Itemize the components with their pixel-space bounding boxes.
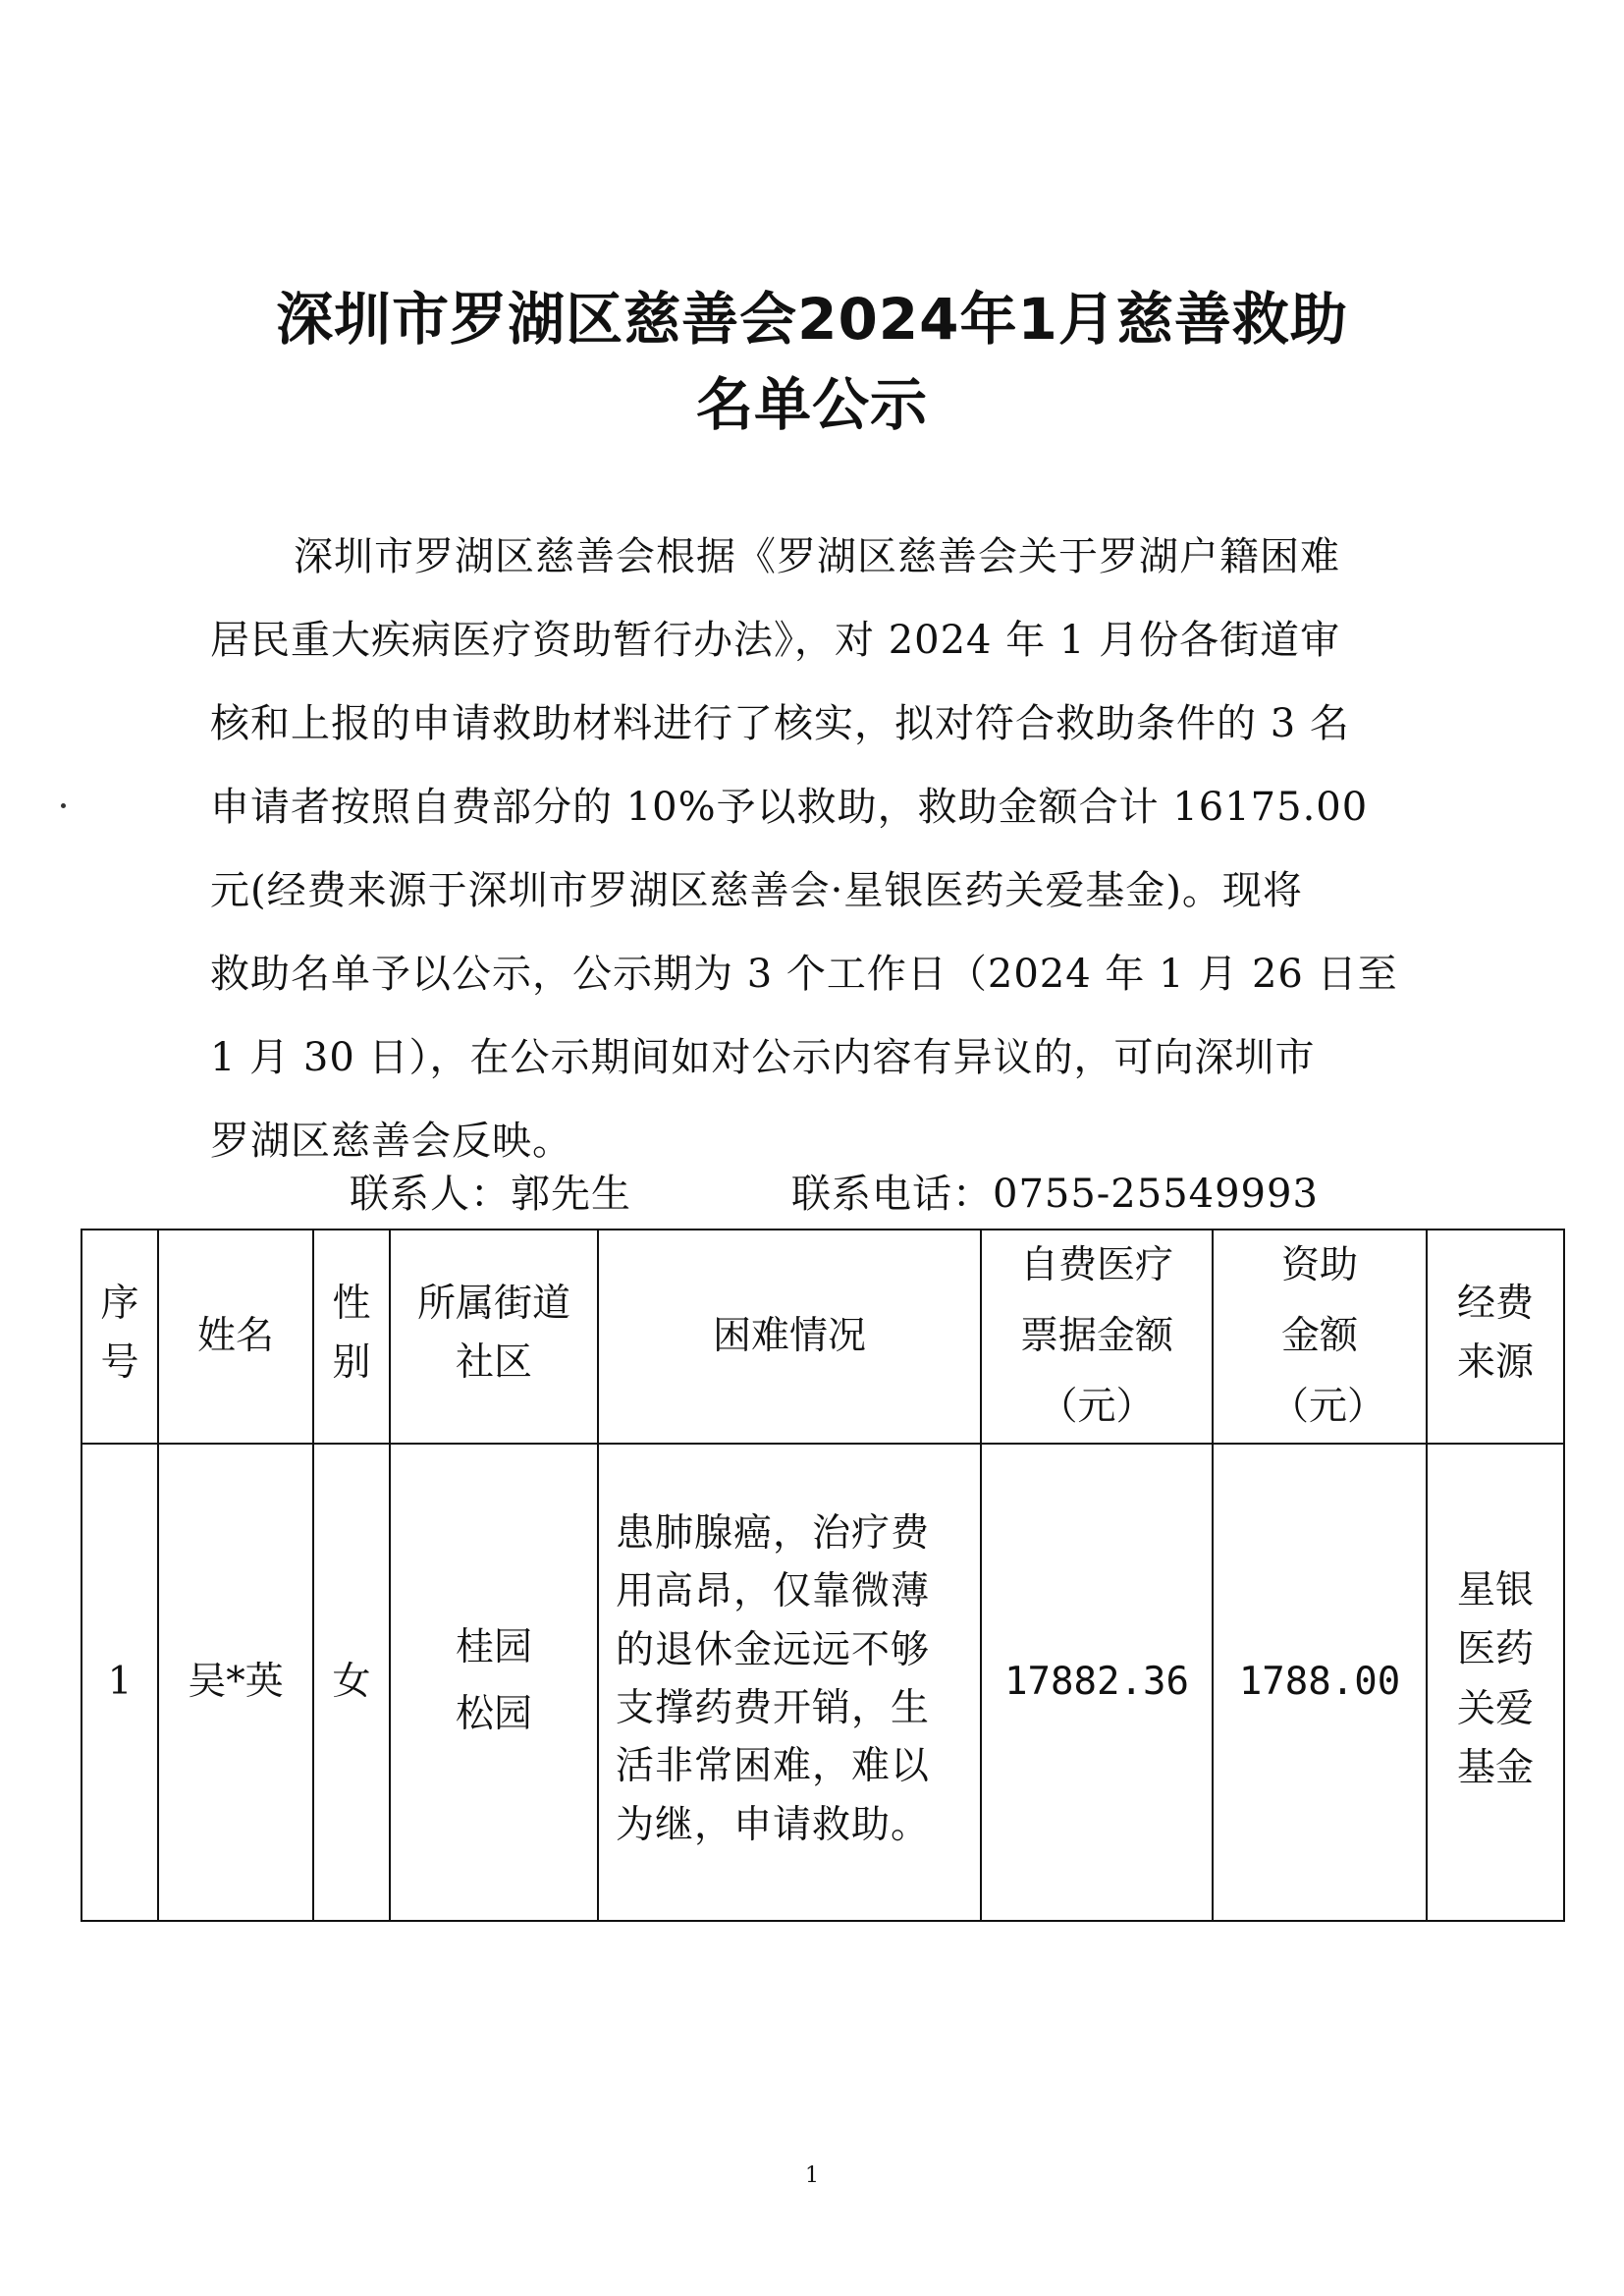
table-header-row xyxy=(81,1230,1564,1444)
cell-seq: 1 xyxy=(81,1444,158,1921)
cell-community: 桂园松园 xyxy=(390,1444,598,1921)
table-row xyxy=(81,1444,1564,1921)
page-title-line-2: 名单公示 xyxy=(695,371,928,438)
body-paragraph-line: 居民重大疾病医疗资助暂行办法》，对 2024 年 1 月份各街道审 xyxy=(210,618,1341,663)
cell-gender: 女 xyxy=(313,1444,390,1921)
body-paragraph-line: 救助名单予以公示，公示期为 3 个工作日（2024 年 1 月 26 日至 xyxy=(210,952,1398,997)
cell-name: 吴*英 xyxy=(158,1444,313,1921)
body-paragraph-line: 核和上报的申请救助材料进行了核实，拟对符合救助条件的 3 名 xyxy=(210,701,1350,746)
cell-self-paid: 17882.36 xyxy=(981,1444,1213,1921)
body-paragraph-line: 罗湖区慈善会反映。 xyxy=(210,1119,572,1164)
body-paragraph-line: 深圳市罗湖区慈善会根据《罗湖区慈善会关于罗湖户籍困难 xyxy=(294,534,1340,579)
page-title-line-1: 深圳市罗湖区慈善会2024年1月慈善救助 xyxy=(276,286,1348,353)
header-gender: 性别 xyxy=(313,1230,390,1444)
body-paragraph-line: 1 月 30 日），在公示期间如对公示内容有异议的，可向深圳市 xyxy=(210,1035,1316,1080)
cell-aid: 1788.00 xyxy=(1213,1444,1427,1921)
header-self-paid: 自费医疗票据金额（元） xyxy=(981,1230,1213,1444)
header-community: 所属街道社区 xyxy=(390,1230,598,1444)
header-hardship: 困难情况 xyxy=(598,1230,981,1444)
header-aid: 资助金额（元） xyxy=(1213,1230,1427,1444)
body-paragraph-line: 申请者按照自费部分的 10%予以救助，救助金额合计 16175.00 xyxy=(210,785,1369,830)
body-paragraph-line: 元(经费来源于深圳市罗湖区慈善会·星银医药关爱基金)。现将 xyxy=(210,868,1303,913)
page-number: 1 xyxy=(805,2163,819,2188)
cell-fund: 星银医药关爱基金 xyxy=(1427,1444,1564,1921)
contact-phone: 联系电话：0755-25549993 xyxy=(791,1172,1319,1217)
cell-hardship: 患肺腺癌，治疗费用高昂，仅靠微薄的退休金远远不够支撑药费开销，生活非常困难，难以为继，申请救助。 xyxy=(598,1444,981,1921)
header-name: 姓名 xyxy=(158,1230,313,1444)
scan-speck xyxy=(61,803,66,808)
contact-person: 联系人：郭先生 xyxy=(350,1172,631,1217)
header-seq: 序号 xyxy=(81,1230,158,1444)
aid-list-table xyxy=(81,1229,1565,1922)
header-fund: 经费来源 xyxy=(1427,1230,1564,1444)
